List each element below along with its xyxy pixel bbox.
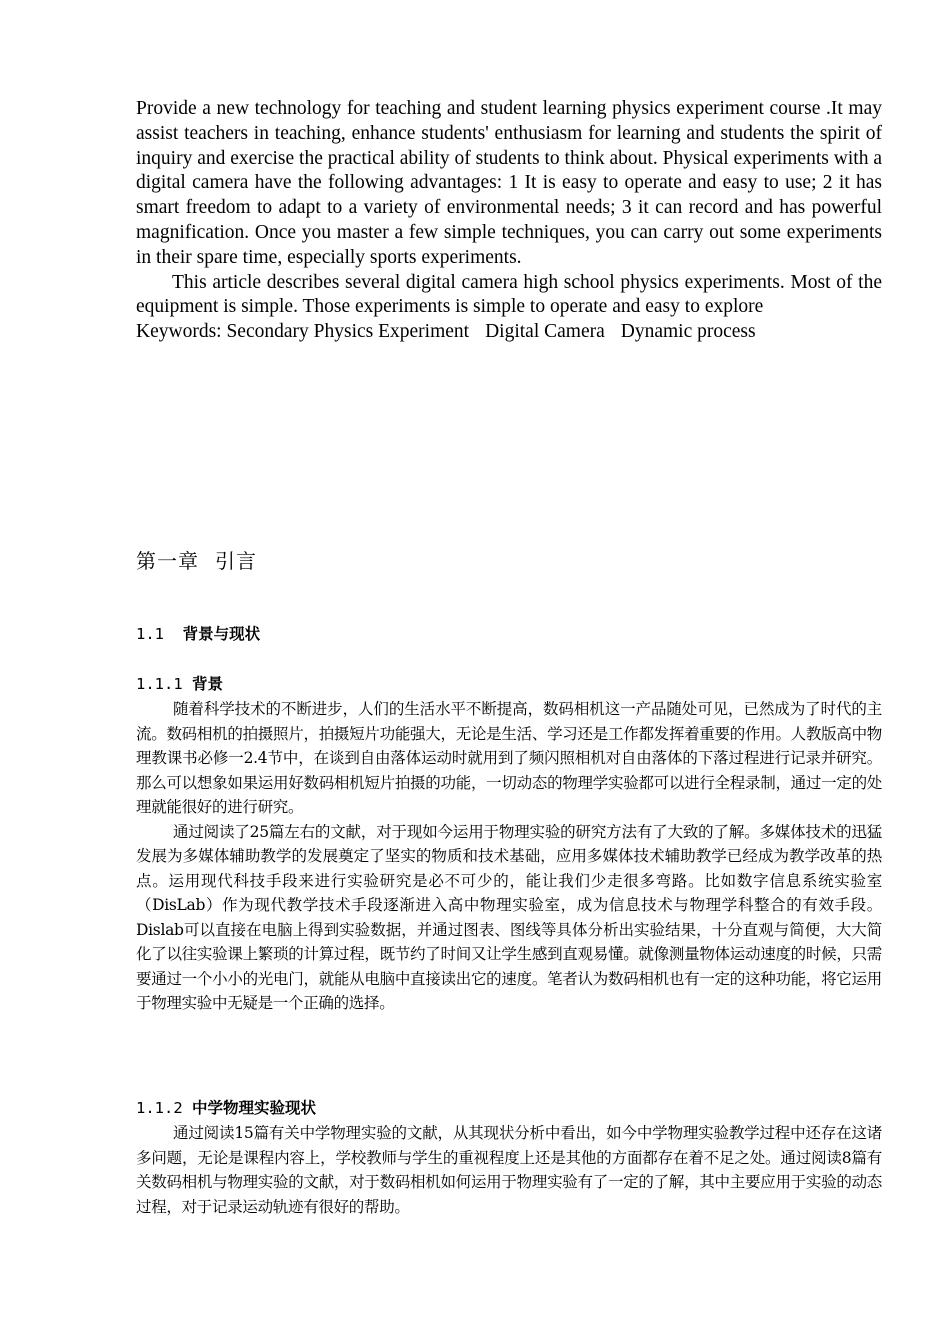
keyword-2: Digital Camera [485, 321, 605, 343]
abstract-section [136, 97, 882, 345]
keyword-1: Secondary Physics Experiment [226, 321, 470, 343]
section-1-1-1-heading [136, 672, 223, 696]
abstract-paragraph-2: This article describes several digital camera high school physics experiments. Most of the equipment is simple. Those experiments is simple to operate and easy to explore [136, 271, 882, 318]
keyword-3: Dynamic process [620, 321, 756, 343]
section-1-1-2-title: 中学物理实验现状 [192, 1099, 317, 1117]
keywords-label: Keywords: [136, 321, 222, 343]
abstract-paragraph-1: Provide a new technology for teaching and student learning physics experiment course .It may assist teachers in teaching, enhance students' enthusiasm for learning and students the spirit of inquiry and exercise the practical ability of students to think about. Physical experiments with a digital camera have the following advantages: 1 It is easy to operate and easy to use; 2 it has smart freedom to adapt to a variety of environmental needs; 3 it can record and has powerful magnification. Once you master a few simple techniques, you can carry out some experiments in their spare time, especially sports experiments. [136, 98, 882, 268]
section-1-1-2-heading [136, 1096, 316, 1120]
status-paragraph-1: 通过阅读15篇有关中学物理实验的文献，从其现状分析中看出，如今中学物理实验教学过程中还存在这诸多问题，无论是课程内容上，学校教师与学生的重视程度上还是其他的方面都存在着不足之处。通过阅读8篇有关数码相机与物理实验的文献，对于数码相机如何运用于物理实验有了一定的了解，其中主要应用于实验的动态过程，对于记录运动轨迹有很好的帮助。 [136, 1124, 882, 1216]
keywords-line [136, 320, 882, 345]
section-1-1-heading [136, 622, 260, 646]
chapter-title: 引言 [215, 549, 257, 573]
section-1-1-2-body [136, 1121, 882, 1219]
background-paragraph-1: 随着科学技术的不断进步，人们的生活水平不断提高，数码相机这一产品随处可见，已然成为了时代的主流。数码相机的拍摄照片，拍摄短片功能强大，无论是生活、学习还是工作都发挥着重要的作用。人教版高中物理教课书必修一2.4节中，在谈到自由落体运动时就用到了频闪照相机对自由落体的下落过程进行记录并研究。那么可以想象如果运用好数码相机短片拍摄的功能，一切动态的物理学实验都可以进行全程录制，通过一定的处理就能很好的进行研究。 [136, 700, 882, 816]
section-1-1-2-number: 1.1.2 [136, 1099, 183, 1117]
section-1-1-1-title: 背景 [192, 675, 224, 693]
section-1-1-number: 1.1 [136, 625, 164, 643]
section-1-1-1-number: 1.1.1 [136, 675, 183, 693]
section-1-1-1-body [136, 697, 882, 1016]
section-1-1-title: 背景与现状 [182, 625, 261, 643]
chapter-heading [136, 547, 257, 575]
background-paragraph-2: 通过阅读了25篇左右的文献，对于现如今运用于物理实验的研究方法有了大致的了解。多媒体技术的迅猛发展为多媒体辅助教学的发展奠定了坚实的物质和技术基础，应用多媒体技术辅助教学已经成为教学改革的热点。运用现代科技手段来进行实验研究是必不可少的，能让我们少走很多弯路。比如数字信息系统实验室（DisLab）作为现代教学技术手段逐渐进入高中物理实验室，成为信息技术与物理学科整合的有效手段。Dislab可以直接在电脑上得到实验数据，并通过图表、图线等具体分析出实验结果，十分直观与简便，大大简化了以往实验课上繁琐的计算过程，既节约了时间又让学生感到直观易懂。就像测量物体运动速度的时候，只需要通过一个小小的光电门，就能从电脑中直接读出它的速度。笔者认为数码相机也有一定的这种功能，将它运用于物理实验中无疑是一个正确的选择。 [136, 822, 882, 1012]
chapter-number: 第一章 [136, 549, 199, 573]
